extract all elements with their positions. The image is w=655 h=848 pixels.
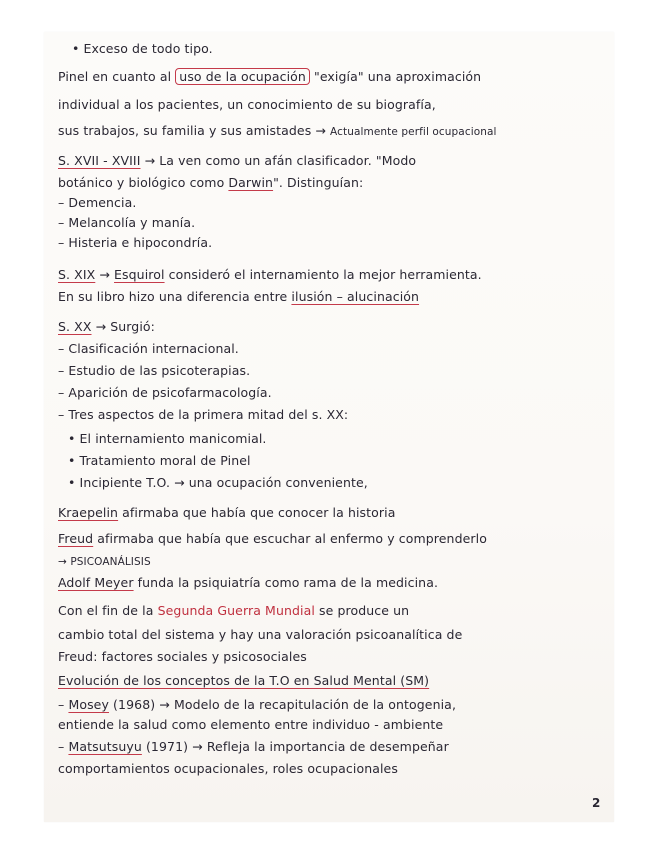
- line-18: • Tratamiento moral de Pinel: [68, 453, 251, 468]
- line-15: – Aparición de psicofarmacología.: [58, 385, 272, 400]
- heading-s20: S. XX: [58, 319, 92, 334]
- line-25: cambio total del sistema y hay una valoración psicoanalítica de: [58, 627, 463, 642]
- line-27: [58, 672, 429, 690]
- line-7: – Demencia.: [58, 195, 137, 210]
- line-11: En su libro hizo una diferencia entre ilusión – alucinación: [58, 289, 420, 304]
- line-21: Freud afirmaba que había que escuchar al enfermo y comprenderlo: [58, 531, 487, 546]
- line-6: botánico y biológico como Darwin". Distinguían:: [58, 175, 364, 190]
- line-23: Adolf Meyer funda la psiquiatría como rama de la medicina.: [58, 575, 439, 590]
- line-13: – Clasificación internacional.: [58, 341, 239, 356]
- line-4: sus trabajos, su familia y sus amistades → Actualmente perfil ocupacional: [58, 123, 497, 138]
- page-number: 2: [592, 796, 601, 810]
- line-24: Con el fin de la Segunda Guerra Mundial se produce un: [58, 603, 410, 618]
- line-16: – Tres aspectos de la primera mitad del s. XX:: [58, 407, 349, 422]
- line-9: – Histeria e hipocondría.: [58, 235, 213, 250]
- line-29: entiende la salud como elemento entre individuo - ambiente: [58, 717, 444, 732]
- line-2: Pinel en cuanto al uso de la ocupación "exigía" una aproximación: [58, 69, 482, 84]
- line-5: S. XVII - XVIII → La ven como un afán clasificador. "Modo: [58, 153, 417, 168]
- line-10: S. XIX → Esquirol consideró el internamiento la mejor herramienta.: [58, 267, 482, 282]
- line-31: comportamientos ocupacionales, roles ocupacionales: [58, 761, 398, 776]
- heading-s19: S. XIX: [58, 267, 96, 282]
- line-22: → PSICOANÁLISIS: [58, 556, 151, 568]
- line-14: – Estudio de las psicoterapias.: [58, 363, 251, 378]
- line-8: – Melancolía y manía.: [58, 215, 196, 230]
- line-3: individual a los pacientes, un conocimiento de su biografía,: [58, 97, 436, 112]
- red-highlight: Segunda Guerra Mundial: [157, 603, 315, 618]
- boxed-phrase: uso de la ocupación: [175, 68, 310, 85]
- line-1: • Exceso de todo tipo.: [72, 41, 213, 56]
- line-12: S. XX → Surgió:: [58, 319, 155, 334]
- line-30: – Matsutsuyu (1971) → Refleja la importancia de desempeñar: [58, 739, 449, 754]
- line-20: Kraepelin afirmaba que había que conocer la historia: [58, 505, 396, 520]
- line-19: • Incipiente T.O. → una ocupación conveniente,: [68, 475, 368, 490]
- line-17: • El internamiento manicomial.: [68, 431, 267, 446]
- line-26: Freud: factores sociales y psicosociales: [58, 649, 307, 664]
- section-heading: Evolución de los conceptos de la T.O en Salud Mental (SM): [58, 673, 430, 688]
- heading-s17-18: S. XVII - XVIII: [58, 153, 141, 168]
- line-28: – Mosey (1968) → Modelo de la recapitulación de la ontogenia,: [58, 697, 457, 712]
